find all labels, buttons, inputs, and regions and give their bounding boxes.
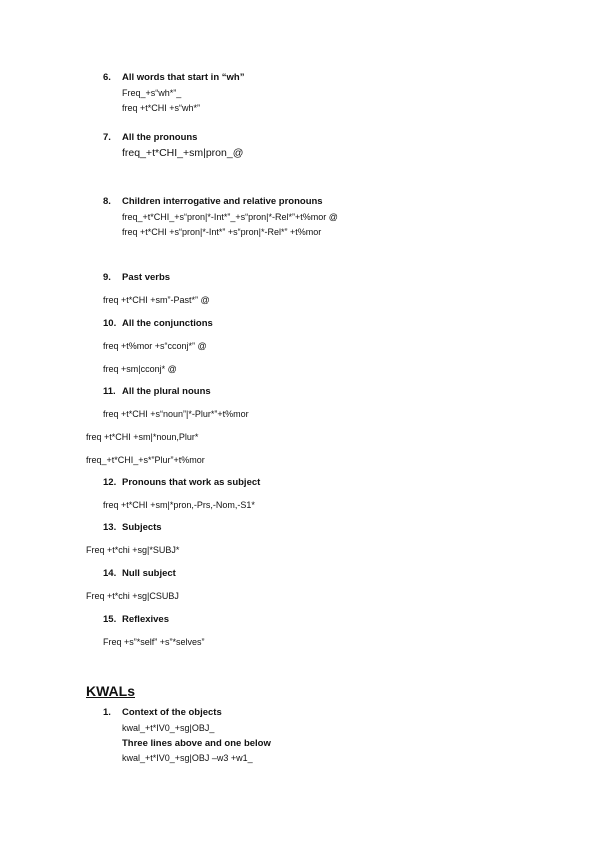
command-line: freq +t*CHI +s“noun”|*-Plur*”+t%mor <box>103 409 249 419</box>
item-title: All the pronouns <box>122 132 198 143</box>
command-line: freq +t*CHI +sm|*noun,Plur* <box>86 432 199 442</box>
command-line: kwal_+t*IV0_+sg|OBJ_ <box>122 723 215 733</box>
item-title: All the conjunctions <box>122 318 213 329</box>
item-number: 8. <box>103 196 111 207</box>
command-line: Freq +t*chi +sg|*SUBJ* <box>86 545 180 555</box>
item-title: All the plural nouns <box>122 386 211 397</box>
item-number: 10. <box>103 318 117 329</box>
command-line: freq +t*CHI +sm”-Past*” @ <box>103 295 210 305</box>
item-title: Null subject <box>122 568 176 579</box>
item-number: 15. <box>103 614 117 625</box>
item-number: 7. <box>103 132 111 143</box>
item-title: Past verbs <box>122 272 171 283</box>
command-line: freq_+t*CHI_+s“pron|*-Int*”_+s“pron|*-Rel*”+t%mor @ <box>122 212 338 222</box>
item-number: 9. <box>103 272 111 283</box>
command-line: freq_+t*CHI_+sm|pron_@ <box>122 147 244 159</box>
command-line: kwal_+t*IV0_+sg|OBJ –w3 +w1_ <box>122 753 253 763</box>
command-line: freq +t*CHI +s“wh*” <box>122 103 201 113</box>
command-line: Freq_+s“wh*”_ <box>122 88 182 98</box>
item-number: 14. <box>103 568 117 579</box>
command-line: freq +t*CHI +sm|*pron,-Prs,-Nom,-S1* <box>103 500 255 510</box>
item-number: 12. <box>103 477 117 488</box>
command-line: freq +t*CHI +s“pron|*-Int*” +s“pron|*-Rel*” +t%mor <box>122 227 322 237</box>
command-line: freq +sm|cconj* @ <box>103 364 177 374</box>
item-title: Children interrogative and relative pronouns <box>122 196 323 207</box>
item-title: Pronouns that work as subject <box>122 477 261 488</box>
item-title: Reflexives <box>122 614 170 625</box>
item-number: 11. <box>103 386 116 397</box>
item-number: 13. <box>103 522 117 533</box>
description-line: Three lines above and one below <box>122 738 271 749</box>
item-number: 6. <box>103 72 111 83</box>
item-title: Context of the objects <box>122 707 222 718</box>
command-line: freq +t%mor +s“cconj*” @ <box>103 341 207 351</box>
command-line: Freq +t*chi +sg|CSUBJ <box>86 591 179 601</box>
item-title: Subjects <box>122 522 162 533</box>
item-title: All words that start in “wh” <box>122 72 245 83</box>
command-line: freq_+t*CHI_+s*”Plur”+t%mor <box>86 455 205 465</box>
section-heading: KWALs <box>86 683 135 699</box>
item-number: 1. <box>103 707 111 718</box>
command-line: Freq +s”*self” +s”*selves” <box>103 637 205 647</box>
